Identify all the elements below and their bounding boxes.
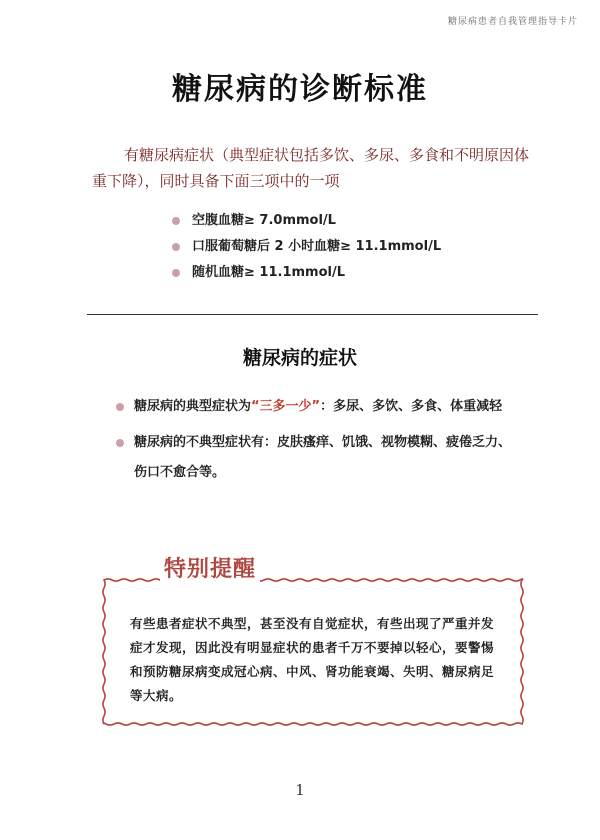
reminder-text: 有些患者症状不典型，甚至没有自觉症状，有些出现了严重并发症才发现，因此没有明显症状的患者千万不要掉以轻心，要警惕和预防糖尿病变成冠心病、中风、肾功能衰竭、失明、糖尿病足等大病。 <box>130 616 495 703</box>
reminder-title: 特别提醒 <box>160 552 260 583</box>
typical-prefix: 糖尿病的典型症状为 <box>134 399 252 414</box>
typical-suffix: ：多尿、多饮、多食、体重减轻 <box>320 399 503 414</box>
section-divider <box>87 314 538 315</box>
criteria-list <box>172 208 441 286</box>
atypical-text: 糖尿病的不典型症状有：皮肤瘙痒、饥饿、视物模糊、疲倦乏力、伤口不愈合等。 <box>134 435 512 480</box>
diagnosis-intro-text: 有糖尿病症状（典型症状包括多饮、多尿、多食和不明原因体重下降），同时具备下面三项中的一项 <box>92 146 530 190</box>
criteria-item <box>172 234 441 260</box>
typical-highlight: “三多一少” <box>251 399 321 414</box>
page-number: 1 <box>295 781 305 799</box>
bullet-icon <box>116 403 124 411</box>
symptoms-list <box>116 392 516 494</box>
criteria-item <box>172 260 441 286</box>
symptoms-title: 糖尿病的症状 <box>242 347 357 369</box>
bullet-icon <box>172 269 180 277</box>
page-title: 糖尿病的诊断标准 <box>172 72 428 107</box>
criteria-text: 空腹血糖≥ 7.0mmol/L <box>192 213 336 228</box>
criteria-item <box>172 208 441 234</box>
header-note: 糖尿病患者自我管理指导卡片 <box>447 17 578 27</box>
criteria-text: 随机血糖≥ 11.1mmol/L <box>192 265 346 280</box>
symptom-item-atypical <box>116 428 516 488</box>
bullet-icon <box>172 243 180 251</box>
bullet-icon <box>116 439 124 447</box>
symptom-item-typical <box>116 392 516 422</box>
diagnosis-intro <box>92 142 532 194</box>
bullet-icon <box>172 217 180 225</box>
criteria-text: 口服葡萄糖后 2 小时血糖≥ 11.1mmol/L <box>192 239 442 254</box>
